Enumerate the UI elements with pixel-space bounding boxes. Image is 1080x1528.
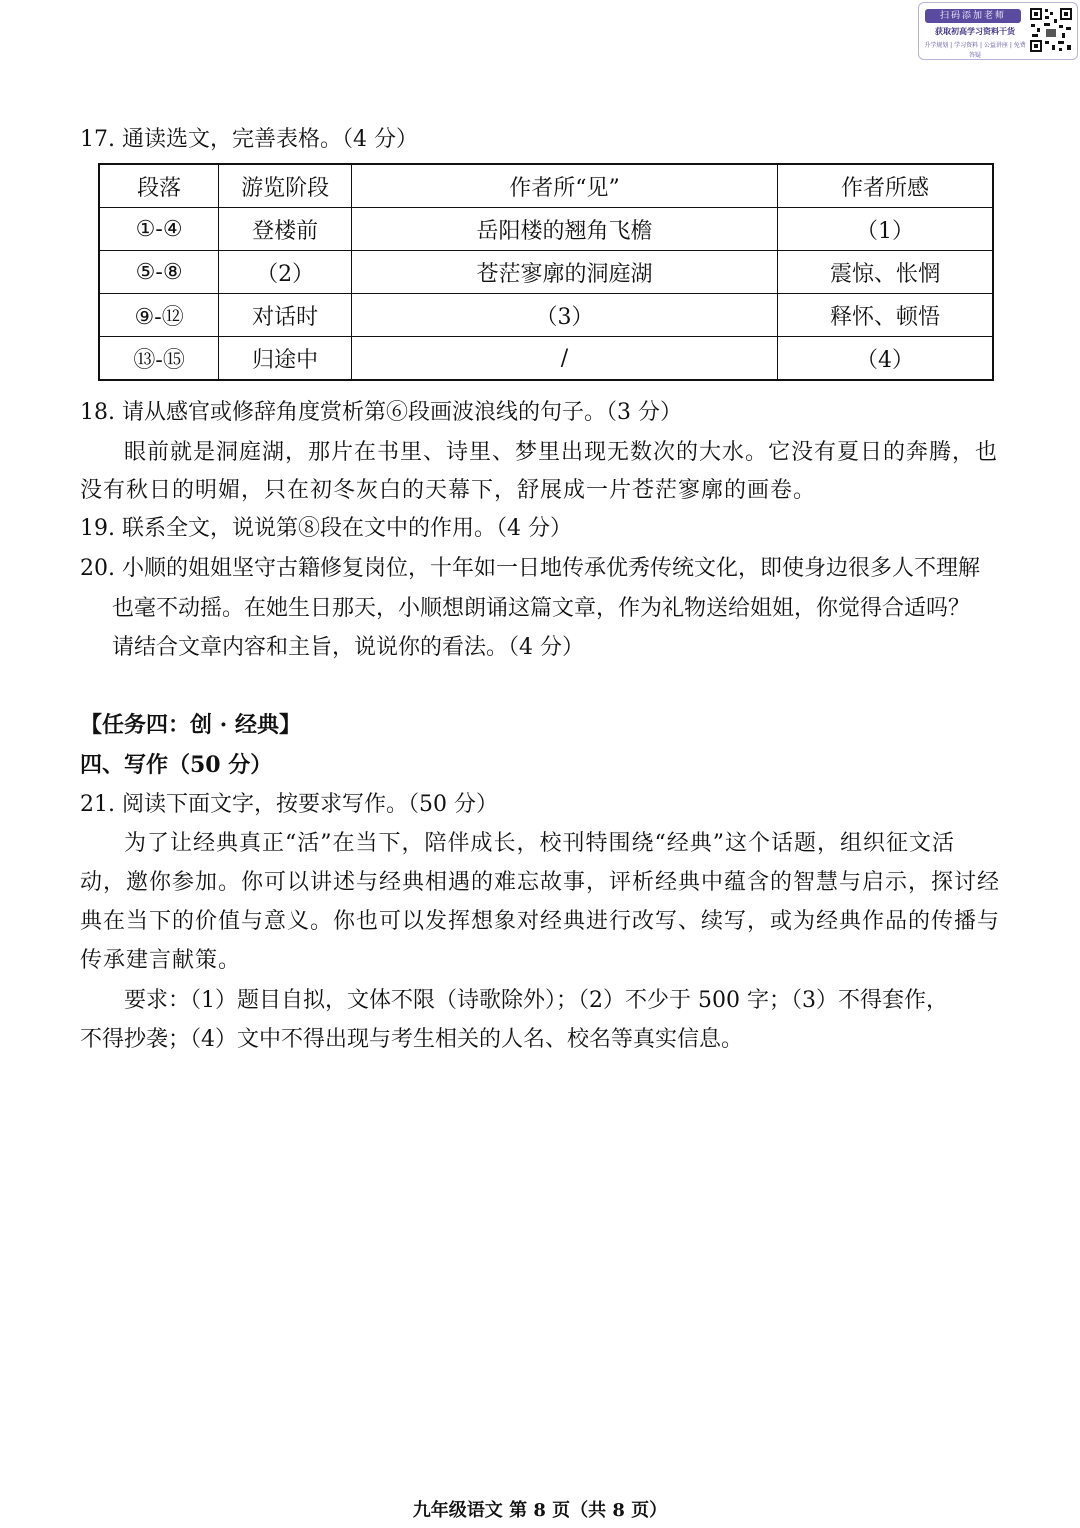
table-cell: ⑤-⑧	[99, 251, 219, 294]
table-cell: 震惊、怅惘	[777, 251, 993, 294]
q20-line: 20. 小顺的姐姐坚守古籍修复岗位，十年如一日地传承优秀传统文化，即使身边很多人不理解	[80, 556, 980, 581]
table-cell: 岳阳楼的翘角飞檐	[352, 208, 778, 251]
table-cell: （4）	[777, 337, 993, 381]
table-cell: （2）	[219, 251, 352, 294]
table-row	[99, 294, 993, 337]
table-cell: ⑬-⑮	[99, 337, 219, 381]
table-cell: 对话时	[219, 294, 352, 337]
task4-heading: 【任务四：创 · 经典】	[80, 712, 301, 738]
q18-title: 18. 请从感官或修辞角度赏析第⑥段画波浪线的句子。（3 分）	[80, 400, 682, 425]
page-footer: 九年级语文 第 8 页（共 8 页）	[412, 1500, 668, 1521]
q21-title: 21. 阅读下面文字，按要求写作。（50 分）	[80, 792, 498, 817]
q21-prompt-line: 为了让经典真正“活”在当下，陪伴成长，校刊特围绕“经典”这个话题，组织征文活	[124, 831, 955, 856]
q17-title: 17. 通读选文，完善表格。（4 分）	[80, 127, 418, 152]
q21-requirement-line: 不得抄袭；（4）文中不得出现与考生相关的人名、校名等真实信息。	[80, 1027, 743, 1052]
q19-title: 19. 联系全文，说说第⑧段在文中的作用。（4 分）	[80, 516, 572, 541]
table-header-row	[99, 164, 993, 208]
q17-table	[98, 163, 994, 381]
table-cell: 登楼前	[219, 208, 352, 251]
qr-badge	[918, 2, 1078, 60]
badge-subtitle: 获取初高学习资料干货	[935, 27, 1015, 36]
table-cell: （3）	[352, 294, 778, 337]
q20-line: 也毫不动摇。在她生日那天，小顺想朗诵这篇文章，作为礼物送给姐姐，你觉得合适吗？	[112, 596, 971, 621]
table-cell: 释怀、顿悟	[777, 294, 993, 337]
table-cell: （1）	[777, 208, 993, 251]
badge-footer: 升学规划 | 学习资料 | 公益讲座 | 免费答疑	[924, 42, 1026, 59]
q21-prompt-line: 典在当下的价值与意义。你也可以发挥想象对经典进行改写、续写，或为经典作品的传播与	[80, 909, 1001, 934]
q18-quote-line: 没有秋日的明媚，只在初冬灰白的天幕下，舒展成一片苍茫寥廓的画卷。	[80, 478, 817, 503]
q20-line: 请结合文章内容和主旨，说说你的看法。（4 分）	[112, 635, 584, 660]
table-row	[99, 251, 993, 294]
table-row	[99, 337, 993, 381]
badge-tag: 扫码添加老师	[925, 9, 1021, 23]
q21-prompt-line: 传承建言献策。	[80, 948, 242, 973]
q21-requirement-line: 要求：（1）题目自拟，文体不限（诗歌除外）；（2）不少于 500 字；（3）不得套作，	[124, 988, 948, 1013]
table-cell: 归途中	[219, 337, 352, 381]
qr-code-icon	[1029, 7, 1073, 53]
table-header: 作者所感	[777, 164, 993, 208]
table-header: 游览阶段	[219, 164, 352, 208]
table-cell: ⑨-⑫	[99, 294, 219, 337]
q21-prompt-line: 动，邀你参加。你可以讲述与经典相遇的难忘故事，评析经典中蕴含的智慧与启示，探讨经	[80, 870, 1001, 895]
writing-section-title: 四、写作（50 分）	[80, 752, 273, 778]
q18-quote-line: 眼前就是洞庭湖，那片在书里、诗里、梦里出现无数次的大水。它没有夏日的奔腾，也	[124, 440, 999, 465]
table-cell: ①-④	[99, 208, 219, 251]
table-header: 作者所“见”	[352, 164, 778, 208]
table-row	[99, 208, 993, 251]
table-cell: /	[352, 337, 778, 381]
table-cell: 苍茫寥廓的洞庭湖	[352, 251, 778, 294]
table-header: 段落	[99, 164, 219, 208]
